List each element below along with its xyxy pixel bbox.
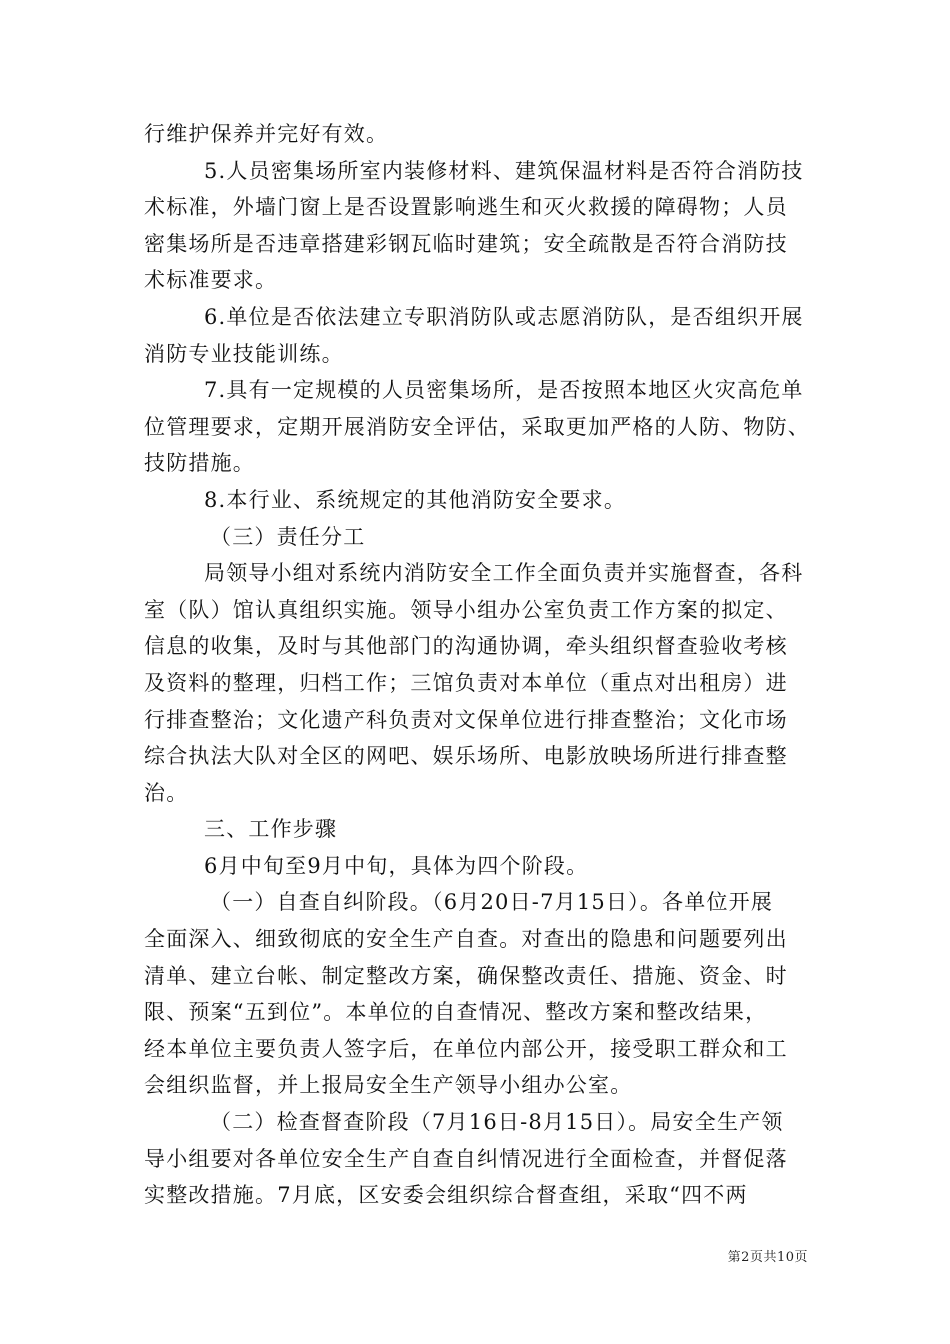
text-line: 技防措施。 — [144, 451, 255, 476]
text-line: 治。 — [144, 780, 189, 805]
text-line: 消防专业技能训练。 — [144, 341, 344, 366]
text-line: 行维护保养并完好有效。 — [144, 122, 389, 146]
text-line: 三、工作步骤 — [204, 817, 338, 842]
text-line: 位管理要求，定期开展消防安全评估，采取更加严格的人防、物防、 — [144, 414, 810, 439]
text-line: 及资料的整理，归档工作；三馆负责对本单位（重点对出租房）进 — [144, 670, 788, 695]
text-line: 7.具有一定规模的人员密集场所，是否按照本地区火灾高危单 — [204, 378, 804, 403]
text-line: 室（队）馆认真组织实施。领导小组办公室负责工作方案的拟定、 — [144, 597, 788, 622]
text-line: 实整改措施。7月底，区安委会组织综合督查组，采取“四不两 — [144, 1183, 748, 1208]
text-line: （三）责任分工 — [210, 524, 366, 549]
text-line: 综合执法大队对全区的网吧、娱乐场所、电影放映场所进行排查整 — [144, 744, 788, 769]
text-line: 限、预案“五到位”。本单位的自查情况、整改方案和整改结果， — [144, 1000, 768, 1025]
text-line: 术标准要求。 — [144, 268, 278, 293]
text-line: （一）自查自纠阶段。（6月20日-7月15日）。各单位开展 — [210, 890, 774, 915]
page-footer — [0, 1246, 808, 1265]
text-line: 行排查整治；文化遗产科负责对文保单位进行排查整治；文化市场 — [144, 707, 788, 732]
text-line: 信息的收集，及时与其他部门的沟通协调，牵头组织督查验收考核 — [144, 634, 788, 659]
text-line: 8.本行业、系统规定的其他消防安全要求。 — [204, 487, 627, 512]
text-line: 6月中旬至9月中旬，具体为四个阶段。 — [204, 853, 589, 878]
text-line: 全面深入、细致彻底的安全生产自查。对查出的隐患和问题要列出 — [144, 927, 788, 952]
page-number-label: 第2页共10页 — [727, 1250, 808, 1265]
text-line: 5.人员密集场所室内装修材料、建筑保温材料是否符合消防技 — [204, 158, 804, 183]
text-line: 导小组要对各单位安全生产自查自纠情况进行全面检查，并督促落 — [144, 1146, 788, 1171]
text-line: 6.单位是否依法建立专职消防队或志愿消防队，是否组织开展 — [204, 304, 804, 329]
text-line: 局领导小组对系统内消防安全工作全面负责并实施督查，各科 — [204, 561, 804, 586]
text-line: 术标准，外墙门窗上是否设置影响逃生和灭火救援的障碍物；人员 — [144, 195, 788, 220]
text-line: 会组织监督，并上报局安全生产领导小组办公室。 — [144, 1073, 633, 1098]
document-body — [144, 116, 812, 1214]
text-line: 经本单位主要负责人签字后，在单位内部公开，接受职工群众和工 — [144, 1036, 788, 1061]
text-line: 密集场所是否违章搭建彩钢瓦临时建筑；安全疏散是否符合消防技 — [144, 231, 788, 256]
text-line: （二）检查督查阶段（7月16日-8月15日）。局安全生产领 — [210, 1110, 784, 1135]
text-line: 清单、建立台帐、制定整改方案，确保整改责任、措施、资金、时 — [144, 963, 788, 988]
